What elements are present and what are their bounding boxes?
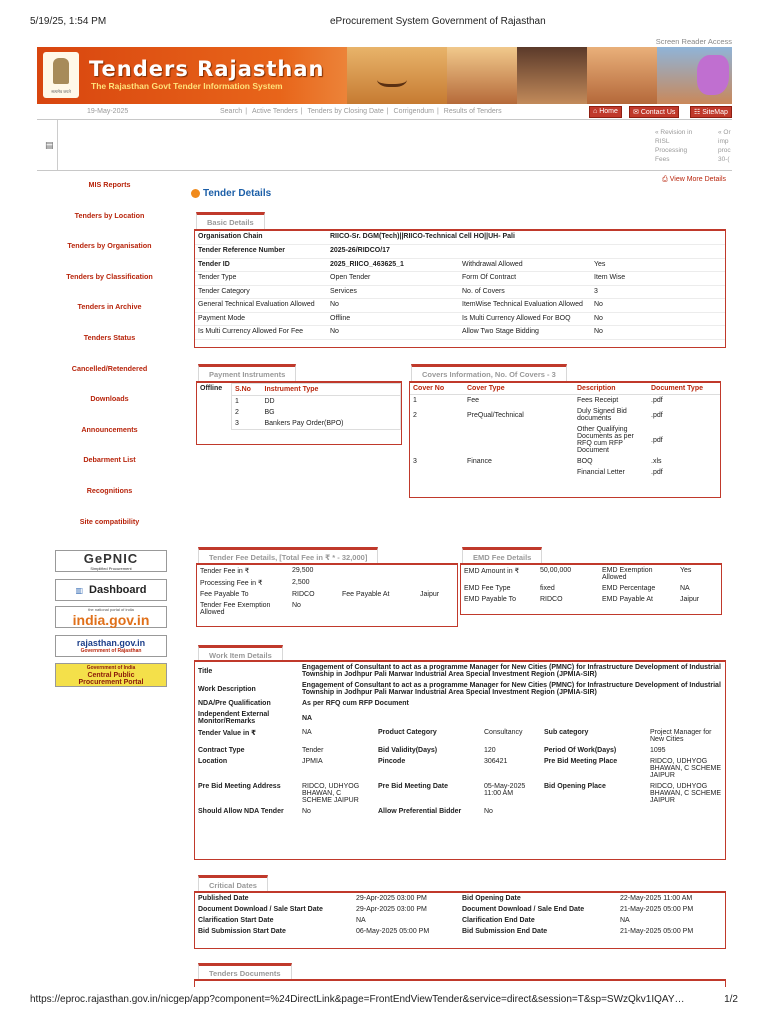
cell: 1 (413, 397, 417, 404)
table-row (195, 904, 725, 915)
fee-label: Tender Fee Exemption Allowed (200, 602, 271, 616)
date-label: Published Date (198, 895, 249, 902)
nda-value: As per RFQ cum RFP Document (302, 700, 409, 707)
fee-value: RIDCO (292, 591, 315, 598)
table-row (232, 418, 401, 430)
covers-tab: Covers Information, No. Of Covers - 3 (411, 364, 567, 381)
cell: Duly Signed Bid documents (577, 408, 627, 422)
work-label: Bid Opening Place (544, 783, 606, 790)
news-line: imp (718, 138, 729, 145)
detail-value: Offline (327, 312, 459, 326)
news-line: Fees (655, 156, 670, 163)
table-row (195, 926, 725, 937)
table-row (195, 745, 725, 756)
cell: Bankers Pay Order(BPO) (264, 420, 344, 427)
emblem-motto: सत्यमेव जयते (51, 89, 71, 94)
cell: .pdf (651, 436, 663, 444)
work-value: Tender (302, 747, 324, 754)
date-value: 29-Apr-2025 03:00 PM (356, 906, 427, 913)
work-label: Pincode (378, 758, 406, 765)
nda-label: NDA/Pre Qualification (198, 700, 271, 707)
detail-label: ItemWise Technical Evaluation Allowed (459, 299, 591, 313)
date-value: 22-May-2025 11:00 AM (620, 895, 693, 902)
camel-icon (377, 69, 407, 87)
cell: .pdf (651, 411, 663, 419)
page-url: https://eproc.rajasthan.gov.in/nicgep/app?component=%24DirectLink&page=FrontEndViewTender&service=direct&session=T&sp=SWzQkv1IQAY… (30, 994, 685, 1005)
site-title: Tenders Rajasthan (89, 57, 325, 81)
sidebar-item-downloads[interactable]: Downloads (90, 394, 129, 404)
print-header (30, 16, 738, 30)
table-row (195, 698, 725, 709)
table-row (232, 407, 401, 418)
basic-details-section (194, 229, 726, 348)
site-subtitle: The Rajasthan Govt Tender Information System (91, 81, 283, 91)
sitemap-label: SiteMap (702, 109, 728, 116)
work-title-value: Engagement of Consultant to act as a programme Manager for New Cities (PMNC) for Infrastructure Development of Industrial Township in Jodhpur Pali Marwar Industrial Area Special Investment Region (JPMIA-SIR) (302, 664, 721, 678)
detail-label: Tender Type (195, 272, 327, 286)
col-cover-type: Cover Type (464, 383, 574, 395)
work-label: Contract Type (198, 747, 245, 754)
banner-photo-woman (517, 47, 587, 104)
detail-label: Is Multi Currency Allowed For BOQ (459, 312, 591, 326)
tender-fee-tab: Tender Fee Details, [Total Fee in ₹ * - 32,000] (198, 547, 378, 564)
news-line: 30-( (718, 156, 730, 163)
emd-value: Yes (680, 567, 692, 574)
work-desc-value: Engagement of Consultant to act as a programme Manager for New Cities (PMNC) for Infrastructure Development of Industrial Township in Jodhpur Pali Marwar Industrial Area Special Investment Region (JPMIA-SIR) (302, 682, 721, 696)
fee-label: Tender Fee in ₹ (200, 568, 250, 575)
col-instrument: Instrument Type (262, 384, 401, 396)
detail-value: 3 (591, 285, 725, 299)
cell: 3 (413, 458, 417, 465)
col-cover-no: Cover No (410, 383, 464, 395)
table-row (195, 915, 725, 926)
cell: 2 (235, 409, 239, 416)
cell (464, 467, 574, 478)
date-label: Bid Opening Date (462, 895, 521, 902)
sidebar-item-classification[interactable]: Tenders by Classification (66, 271, 153, 281)
work-desc-label: Work Description (198, 685, 256, 693)
cell: Financial Letter (577, 469, 625, 476)
date-label: Clarification End Date (462, 917, 535, 924)
emd-label: EMD Payable At (602, 596, 653, 603)
sidebar-item-announcements[interactable]: Announcements (81, 424, 138, 434)
sitemap-button[interactable]: ☷ SiteMap (690, 106, 732, 118)
contact-label: Contact Us (640, 109, 676, 116)
emd-value: Jaipur (680, 596, 700, 603)
detail-value: Item Wise (591, 272, 725, 286)
fee-label: Fee Payable At (342, 591, 390, 598)
detail-value: No (327, 299, 459, 313)
detail-label: Tender ID (195, 258, 327, 272)
sidebar-item-status[interactable]: Tenders Status (83, 332, 136, 342)
cell: .pdf (651, 469, 663, 476)
news-icon: ▤ (45, 140, 54, 150)
work-label: Sub category (544, 729, 589, 736)
fee-value (417, 600, 457, 618)
date-label: Document Download / Sale Start Date (198, 906, 323, 913)
sidebar-item-cancelled[interactable]: Cancelled/Retendered (71, 363, 148, 373)
detail-label: Form Of Contract (459, 272, 591, 286)
table-row (195, 727, 725, 745)
work-value: NA (302, 729, 312, 736)
work-value: Project Manager for New Cities (650, 729, 712, 743)
work-label: Should Allow NDA Tender (198, 808, 284, 815)
work-item-tab: Work Item Details (198, 645, 283, 662)
cell (410, 467, 464, 478)
fee-value: 2,500 (292, 579, 310, 586)
sidebar-item-location[interactable]: Tenders by Location (74, 210, 145, 220)
detail-label: Payment Mode (195, 312, 327, 326)
work-label: Bid Validity(Days) (378, 747, 438, 754)
cell: Finance (467, 458, 492, 465)
sidebar-item-site-compat[interactable]: Site compatibility (79, 516, 140, 526)
date-label: Document Download / Sale End Date (462, 906, 585, 913)
detail-label: General Technical Evaluation Allowed (195, 299, 327, 313)
org-chain-label: Organisation Chain (195, 231, 327, 245)
contact-button[interactable]: ✉ Contact Us (629, 106, 679, 118)
detail-value: Services (327, 285, 459, 299)
date-value: 21-May-2025 05:00 PM (620, 928, 694, 935)
date-value: NA (620, 917, 630, 924)
current-date: 19-May-2025 (87, 108, 129, 115)
nav-corrigendum[interactable]: Corrigendum (393, 108, 435, 115)
emd-value: NA (680, 585, 690, 592)
cell: BOQ (577, 458, 593, 465)
cppp-logo[interactable] (55, 663, 167, 687)
state-emblem-icon (43, 52, 79, 98)
news-item[interactable] (655, 128, 692, 164)
ref-no-label: Tender Reference Number (195, 245, 327, 259)
basic-details-tab: Basic Details (196, 212, 265, 229)
detail-label: Tender Category (195, 285, 327, 299)
india-gov-subtext: the national portal of india (88, 606, 134, 612)
table-row (195, 781, 725, 806)
critical-dates-tab: Critical Dates (198, 875, 268, 892)
table-row (195, 756, 725, 781)
fee-label: Processing Fee in ₹ (200, 580, 263, 587)
sidebar-item-debarment[interactable]: Debarment List (83, 455, 136, 465)
sidebar-item-organisation[interactable]: Tenders by Organisation (67, 241, 152, 251)
detail-label: Is Multi Currency Allowed For Fee (195, 326, 327, 340)
work-value: RIDCO, UDHYOG BHAWAN, C SCHEME JAIPUR (650, 758, 722, 779)
nav-results[interactable]: Results of Tenders (443, 108, 502, 115)
gepnic-text: GePNIC (83, 551, 139, 566)
table-row (461, 583, 721, 594)
print-page-title: eProcurement System Government of Rajasthan (330, 16, 546, 27)
dashboard-logo[interactable] (55, 579, 167, 601)
detail-value: 2025_RIICO_463625_1 (327, 258, 459, 272)
date-value: 21-May-2025 05:00 PM (620, 906, 694, 913)
work-label: Product Category (378, 729, 437, 736)
table-row (410, 395, 720, 407)
table-row (461, 594, 721, 605)
news-item[interactable] (718, 128, 731, 164)
work-label: Tender Value in ₹ (198, 730, 257, 737)
detail-label: Withdrawal Allowed (459, 258, 591, 272)
cppp-line2: Central Public (87, 671, 135, 679)
table-row (197, 577, 457, 589)
date-label: Clarification Start Date (198, 917, 274, 924)
cell: DD (264, 398, 275, 405)
news-line: proc (718, 147, 731, 154)
emd-value: 50,00,000 (540, 567, 572, 574)
emd-label: EMD Percentage (602, 585, 656, 592)
rajasthan-gov-logo[interactable] (55, 635, 167, 657)
work-label: Pre Bid Meeting Place (544, 758, 618, 765)
date-value: 06-May-2025 05:00 PM (356, 928, 430, 935)
cell: Fees Receipt (577, 397, 619, 404)
cell: Other Qualifying Documents as per RFQ cum RFP Document (577, 426, 634, 454)
news-panel (37, 119, 732, 171)
bullet-icon (191, 189, 200, 198)
tender-documents-section (194, 979, 726, 987)
rajasthan-gov-text: rajasthan.gov.in (76, 638, 146, 648)
fee-value: 29,500 (292, 567, 314, 574)
table-row (195, 709, 725, 727)
cppp-line3: Procurement Portal (78, 678, 144, 686)
table-row (461, 565, 721, 583)
fee-label (339, 600, 417, 618)
banner-photo-palace (447, 47, 517, 104)
rajasthan-map-icon (697, 55, 729, 95)
nav-closing-date[interactable]: Tenders by Closing Date (307, 108, 384, 115)
work-value (647, 806, 725, 817)
gepnic-logo[interactable] (55, 550, 167, 572)
table-row (195, 680, 725, 698)
cell (410, 424, 464, 456)
work-value: 05-May-2025 11:00 AM (484, 783, 526, 797)
cell: BG (264, 409, 275, 416)
covers-section (409, 381, 721, 498)
cell: 1 (235, 398, 239, 405)
payment-instruments-section (196, 381, 402, 445)
cell: 3 (235, 420, 239, 427)
emd-label: EMD Amount in ₹ (464, 568, 520, 575)
view-more-text: View More Details (669, 176, 726, 183)
work-value: 1095 (650, 747, 666, 754)
emd-label: EMD Fee Type (464, 585, 511, 592)
detail-label: Allow Two Stage Bidding (459, 326, 591, 340)
emd-label: EMD Exemption Allowed (602, 567, 653, 581)
fee-value (417, 577, 457, 589)
date-label: Bid Submission Start Date (198, 928, 286, 935)
sidebar-item-mis-reports[interactable]: MIS Reports (88, 180, 131, 189)
cell (464, 424, 574, 456)
table-row (410, 456, 720, 467)
banner-photo-hawa-mahal (587, 47, 657, 104)
top-navbar (37, 105, 732, 119)
news-line: « Or (718, 129, 731, 136)
cell: .xls (651, 458, 662, 465)
critical-dates-section (194, 891, 726, 949)
nav-active-tenders[interactable]: Active Tenders (251, 108, 298, 115)
news-line: « Revision in (655, 129, 693, 136)
detail-value: Yes (591, 258, 725, 272)
work-label: Allow Preferential Bidder (378, 808, 462, 815)
screen-reader-link[interactable]: Screen Reader Access (655, 37, 732, 46)
fee-value: No (292, 602, 301, 609)
table-row (410, 406, 720, 424)
col-description: Description (574, 383, 648, 395)
table-row (197, 600, 457, 618)
sidebar-item-archive[interactable]: Tenders in Archive (77, 302, 142, 312)
fee-value (417, 565, 457, 577)
view-more-link[interactable] (662, 176, 726, 184)
detail-value: No (591, 312, 725, 326)
cell: .pdf (651, 397, 663, 404)
work-value: Consultancy (484, 729, 523, 736)
work-label: Pre Bid Meeting Date (378, 783, 449, 790)
home-button[interactable]: ⌂ Home (589, 106, 622, 118)
nav-search[interactable]: Search (220, 108, 243, 115)
rajasthan-gov-subtext: Government of Rajasthan (80, 648, 142, 654)
date-value: 29-Apr-2025 03:00 PM (356, 895, 427, 902)
fee-label (339, 565, 417, 577)
table-row (410, 467, 720, 478)
tender-fee-section (196, 563, 458, 627)
print-datetime: 5/19/25, 1:54 PM (30, 16, 107, 27)
emd-fee-section (460, 563, 722, 615)
page-title-text: Tender Details (203, 188, 272, 199)
work-label (541, 806, 647, 817)
gepnic-subtext: Simplified Procurement (90, 566, 132, 571)
col-sno: S.No (232, 384, 262, 396)
table-row (197, 565, 457, 577)
dashboard-text: Dashboard (89, 584, 147, 596)
emd-fee-tab: EMD Fee Details (462, 547, 542, 564)
print-footer (30, 994, 738, 1008)
fee-label: Fee Payable To (200, 591, 249, 598)
iem-value: NA (302, 714, 313, 722)
detail-value: No (591, 326, 725, 340)
date-label: Bid Submission End Date (462, 928, 548, 935)
site-banner (37, 47, 732, 104)
india-gov-text: india.gov.in (72, 611, 150, 628)
home-label: Home (599, 108, 618, 115)
table-row (195, 806, 725, 817)
fee-label (339, 577, 417, 589)
table-row (232, 396, 401, 408)
work-value: No (484, 808, 493, 815)
ref-no-value: 2025-26/RIDCO/17 (327, 245, 725, 259)
chart-icon: ▥ (75, 585, 84, 595)
table-row (410, 424, 720, 456)
work-label: Pre Bid Meeting Address (198, 783, 281, 790)
payment-mode: Offline (200, 385, 223, 392)
cell: Fee (467, 397, 480, 404)
work-value: RIDCO, UDHYOG BHAWAN, C SCHEME JAIPUR (302, 783, 360, 804)
cppp-line1: Government of India (86, 664, 136, 671)
payment-instruments-tab: Payment Instruments (198, 364, 296, 381)
work-label: Period Of Work(Days) (544, 747, 617, 754)
cell: PreQual/Technical (467, 411, 524, 419)
print-icon: ⎙ (662, 176, 668, 183)
fee-value: Jaipur (420, 591, 440, 598)
page-title (191, 188, 271, 199)
detail-value: No (591, 299, 725, 313)
work-value: JPMIA (302, 758, 323, 765)
news-line: Processing (655, 147, 688, 154)
sidebar-item-recognitions[interactable]: Recognitions (86, 485, 133, 495)
emd-value: fixed (540, 585, 555, 592)
table-row (197, 589, 457, 600)
iem-label: Independent External Monitor/Remarks (198, 711, 270, 725)
work-value: 120 (484, 747, 496, 754)
date-value: NA (356, 917, 366, 924)
detail-value: No (327, 326, 459, 340)
emd-label: EMD Payable To (464, 596, 517, 603)
table-row (195, 662, 725, 680)
work-item-section (194, 660, 726, 860)
india-gov-logo[interactable] (55, 606, 167, 628)
left-sidebar (37, 180, 182, 547)
work-value: No (302, 808, 311, 815)
work-label: Location (198, 758, 228, 765)
detail-value: Open Tender (327, 272, 459, 286)
org-chain-value: RIICO-Sr. DGM(Tech)||RIICO-Technical Cell HO||UH- Pali (327, 231, 725, 245)
detail-label: No. of Covers (459, 285, 591, 299)
page-number: 1/2 (724, 994, 738, 1005)
cell: 2 (413, 411, 417, 419)
work-value: RIDCO, UDHYOG BHAWAN, C SCHEME JAIPUR (650, 783, 722, 804)
emd-value: RIDCO (540, 596, 563, 603)
nav-links: Search | Active Tenders | Tenders by Closing Date | Corrigendum | Results of Tenders (220, 108, 502, 115)
tender-documents-tab: Tenders Documents (198, 963, 292, 980)
work-title-label: Title (198, 667, 213, 675)
news-line: RISL (655, 138, 670, 145)
work-value: 306421 (484, 758, 508, 765)
col-doc-type: Document Type (648, 383, 720, 395)
table-row (195, 893, 725, 904)
